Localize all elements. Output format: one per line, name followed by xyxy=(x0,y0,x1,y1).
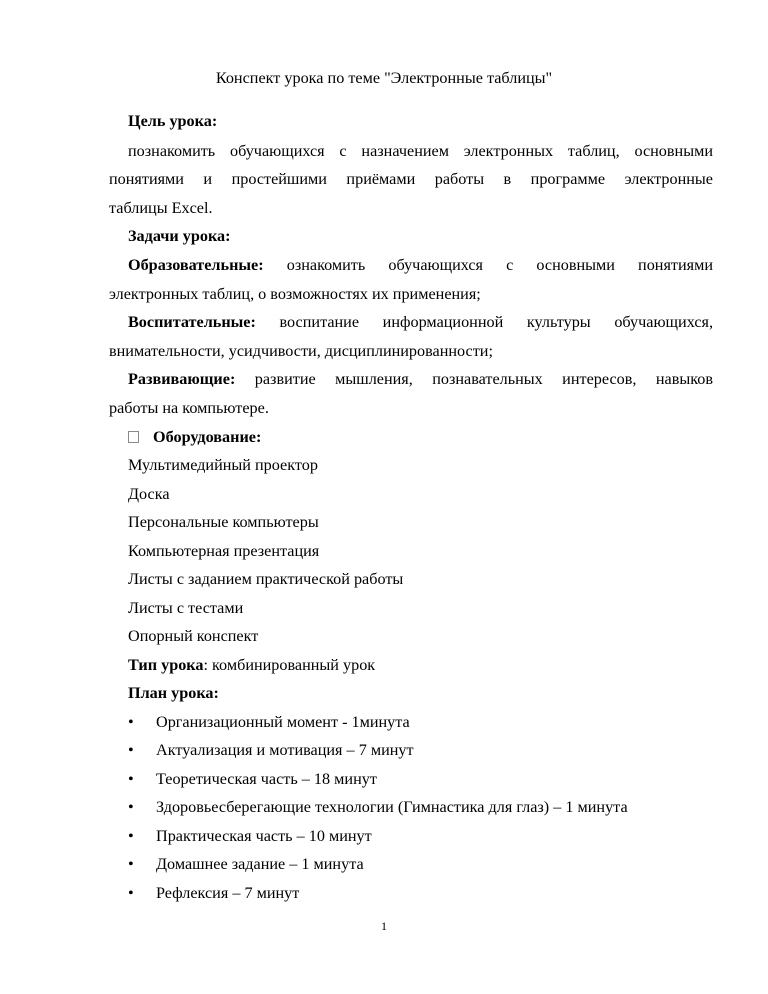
task-educational-line-2: электронных таблиц, о возможностях их применения; xyxy=(109,285,481,303)
equipment-item: Опорный конспект xyxy=(128,627,259,645)
bullet-icon: • xyxy=(128,884,134,902)
bullet-icon: • xyxy=(128,798,134,816)
checkbox-placeholder-icon xyxy=(128,431,139,443)
task-developing-line-2: работы на компьютере. xyxy=(109,399,269,417)
equipment-item: Компьютерная презентация xyxy=(128,542,320,560)
page-number: 1 xyxy=(381,919,387,933)
plan-item: • Теоретическая часть – 18 минут xyxy=(128,770,377,788)
bullet-icon: • xyxy=(128,770,134,788)
task-upbringing-line-2: внимательности, усидчивости, дисциплинированности; xyxy=(109,342,493,360)
equipment-item: Листы с тестами xyxy=(128,599,244,617)
plan-item: • Практическая часть – 10 минут xyxy=(128,827,372,845)
goal-heading: Цель урока: xyxy=(128,112,218,130)
goal-text-line-3: таблицы Excel. xyxy=(109,199,213,217)
document-title: Конспект урока по теме "Электронные таблицы" xyxy=(215,69,553,87)
equipment-item: Листы с заданием практической работы xyxy=(128,570,404,588)
equipment-heading: Оборудование: xyxy=(128,426,261,448)
equipment-item: Доска xyxy=(128,485,170,503)
equipment-item: Персональные компьютеры xyxy=(128,513,319,531)
plan-item: • Актуализация и мотивация – 7 минут xyxy=(128,741,414,759)
bullet-icon: • xyxy=(128,741,134,759)
goal-text-line-2: понятиями и простейшими приёмами работы в программе электронные xyxy=(109,170,713,188)
task-educational-line-1: Образовательные: ознакомить обучающихся с основными понятиями xyxy=(128,256,713,274)
goal-text-line-1: познакомить обучающихся с назначением электронных таблиц, основными xyxy=(128,142,713,160)
task-developing-line-1: Развивающие: развитие мышления, познавательных интересов, навыков xyxy=(128,370,713,388)
equipment-item: Мультимедийный проектор xyxy=(128,456,318,474)
task-upbringing-line-1: Воспитательные: воспитание информационной культуры обучающихся, xyxy=(128,313,713,331)
plan-item: • Домашнее задание – 1 минута xyxy=(128,855,364,873)
bullet-icon: • xyxy=(128,713,134,731)
plan-item: • Рефлексия – 7 минут xyxy=(128,884,300,902)
plan-heading: План урока: xyxy=(128,684,219,702)
plan-item: • Организационный момент - 1минута xyxy=(128,713,410,731)
tasks-heading: Задачи урока: xyxy=(128,227,231,245)
bullet-icon: • xyxy=(128,855,134,873)
plan-item: • Здоровьесберегающие технологии (Гимнастика для глаз) – 1 минута xyxy=(128,798,628,816)
bullet-icon: • xyxy=(128,827,134,845)
lesson-type: Тип урока: комбинированный урок xyxy=(128,656,376,674)
